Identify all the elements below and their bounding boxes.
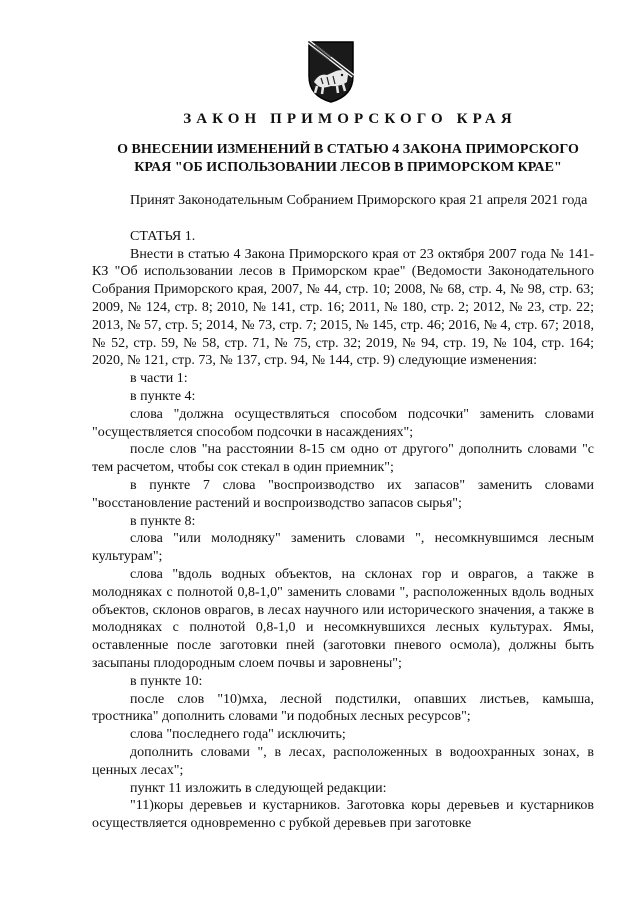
paragraph: пункт 11 изложить в следующей редакции:	[130, 780, 387, 796]
paragraph: слова "должна осуществляться способом подсочки" заменить словами "осуществляется способом подсочки в насаждениях";	[92, 406, 594, 440]
paragraph: слова "или молодняку" заменить словами ", несомкнувшимся лесным культурам";	[92, 531, 594, 565]
paragraph: слова "последнего года" исключить;	[130, 727, 346, 743]
paragraph: после слов "10)мха, лесной подстилки, опавших листьев, камыша, тростника" дополнить словами "и подобных лесных ресурсов";	[92, 691, 594, 725]
paragraph: в пункте 8:	[130, 513, 196, 529]
paragraph: в пункте 7 слова "воспроизводство их запасов" заменить словами "восстановление растений и воспроизводство запасов сырья";	[92, 477, 594, 511]
law-title: ЗАКОН ПРИМОРСКОГО КРАЯ	[183, 111, 517, 127]
paragraph: Внести в статью 4 Закона Приморского края от 23 октября 2007 года № 141-КЗ "Об использовании лесов в Приморском крае" (Ведомости Законодательного Собрания Приморского края, 2007, № 44, стр. 10; 2008, № 68, стр. 4, № 98, стр. 63; 2009, № 124, стр. 8; 2010, № 141, стр. 16; 2011, № 180, стр. 2; 2012, № 23, стр. 22; 2013, № 57, стр. 5; 2014, № 73, стр. 7; 2015, № 145, стр. 46; 2016, № 4, стр. 67; 2018, № 52, стр. 59, № 58, стр. 71, № 75, стр. 32; 2019, № 94, стр. 19, № 104, стр. 164; 2020, № 121, стр. 73, № 137, стр. 94, № 144, стр. 9) следующие изменения:	[92, 246, 594, 369]
paragraph: слова "вдоль водных объектов, на склонах гор и оврагов, а также в молодняках с полнотой 0,8-1,0" заменить словами ", расположенных вдоль водных объектов, склонов оврагов, в лесах научного или исторического значения, а также в молодняках с полнотой 0,8-1,0 и несомкнувшихся лесных культурах. Ямы, оставленные после заготовки пней (заготовки пневого осмола), должны быть засыпаны плодородным слоем почвы и заровнены";	[92, 566, 594, 671]
coat-of-arms-icon	[305, 40, 357, 104]
law-subtitle	[80, 141, 616, 177]
subtitle-line: О ВНЕСЕНИИ ИЗМЕНЕНИЙ В СТАТЬЮ 4 ЗАКОНА ПРИМОРСКОГО	[117, 142, 579, 157]
paragraph: в пункте 10:	[130, 673, 203, 689]
paragraph: после слов "на расстоянии 8-15 см одно от другого" дополнить словами "с тем расчетом, чтобы сок стекал в один приемник";	[92, 442, 594, 476]
paragraph: "11)коры деревьев и кустарников. Заготовка коры деревьев и кустарников осуществляется одновременно с рубкой деревьев при заготовке	[92, 798, 594, 832]
article-heading: СТАТЬЯ 1.	[130, 228, 196, 244]
document-body	[92, 192, 594, 833]
paragraph: в части 1:	[130, 371, 188, 387]
adoption-note: Принят Законодательным Собранием Приморского края 21 апреля 2021 года	[130, 193, 588, 208]
paragraph: в пункте 4:	[130, 388, 196, 404]
paragraph: дополнить словами ", в лесах, расположенных в водоохранных зонах, в ценных лесах";	[92, 744, 594, 778]
subtitle-line: КРАЯ "ОБ ИСПОЛЬЗОВАНИИ ЛЕСОВ В ПРИМОРСКОМ КРАЕ"	[134, 160, 562, 175]
